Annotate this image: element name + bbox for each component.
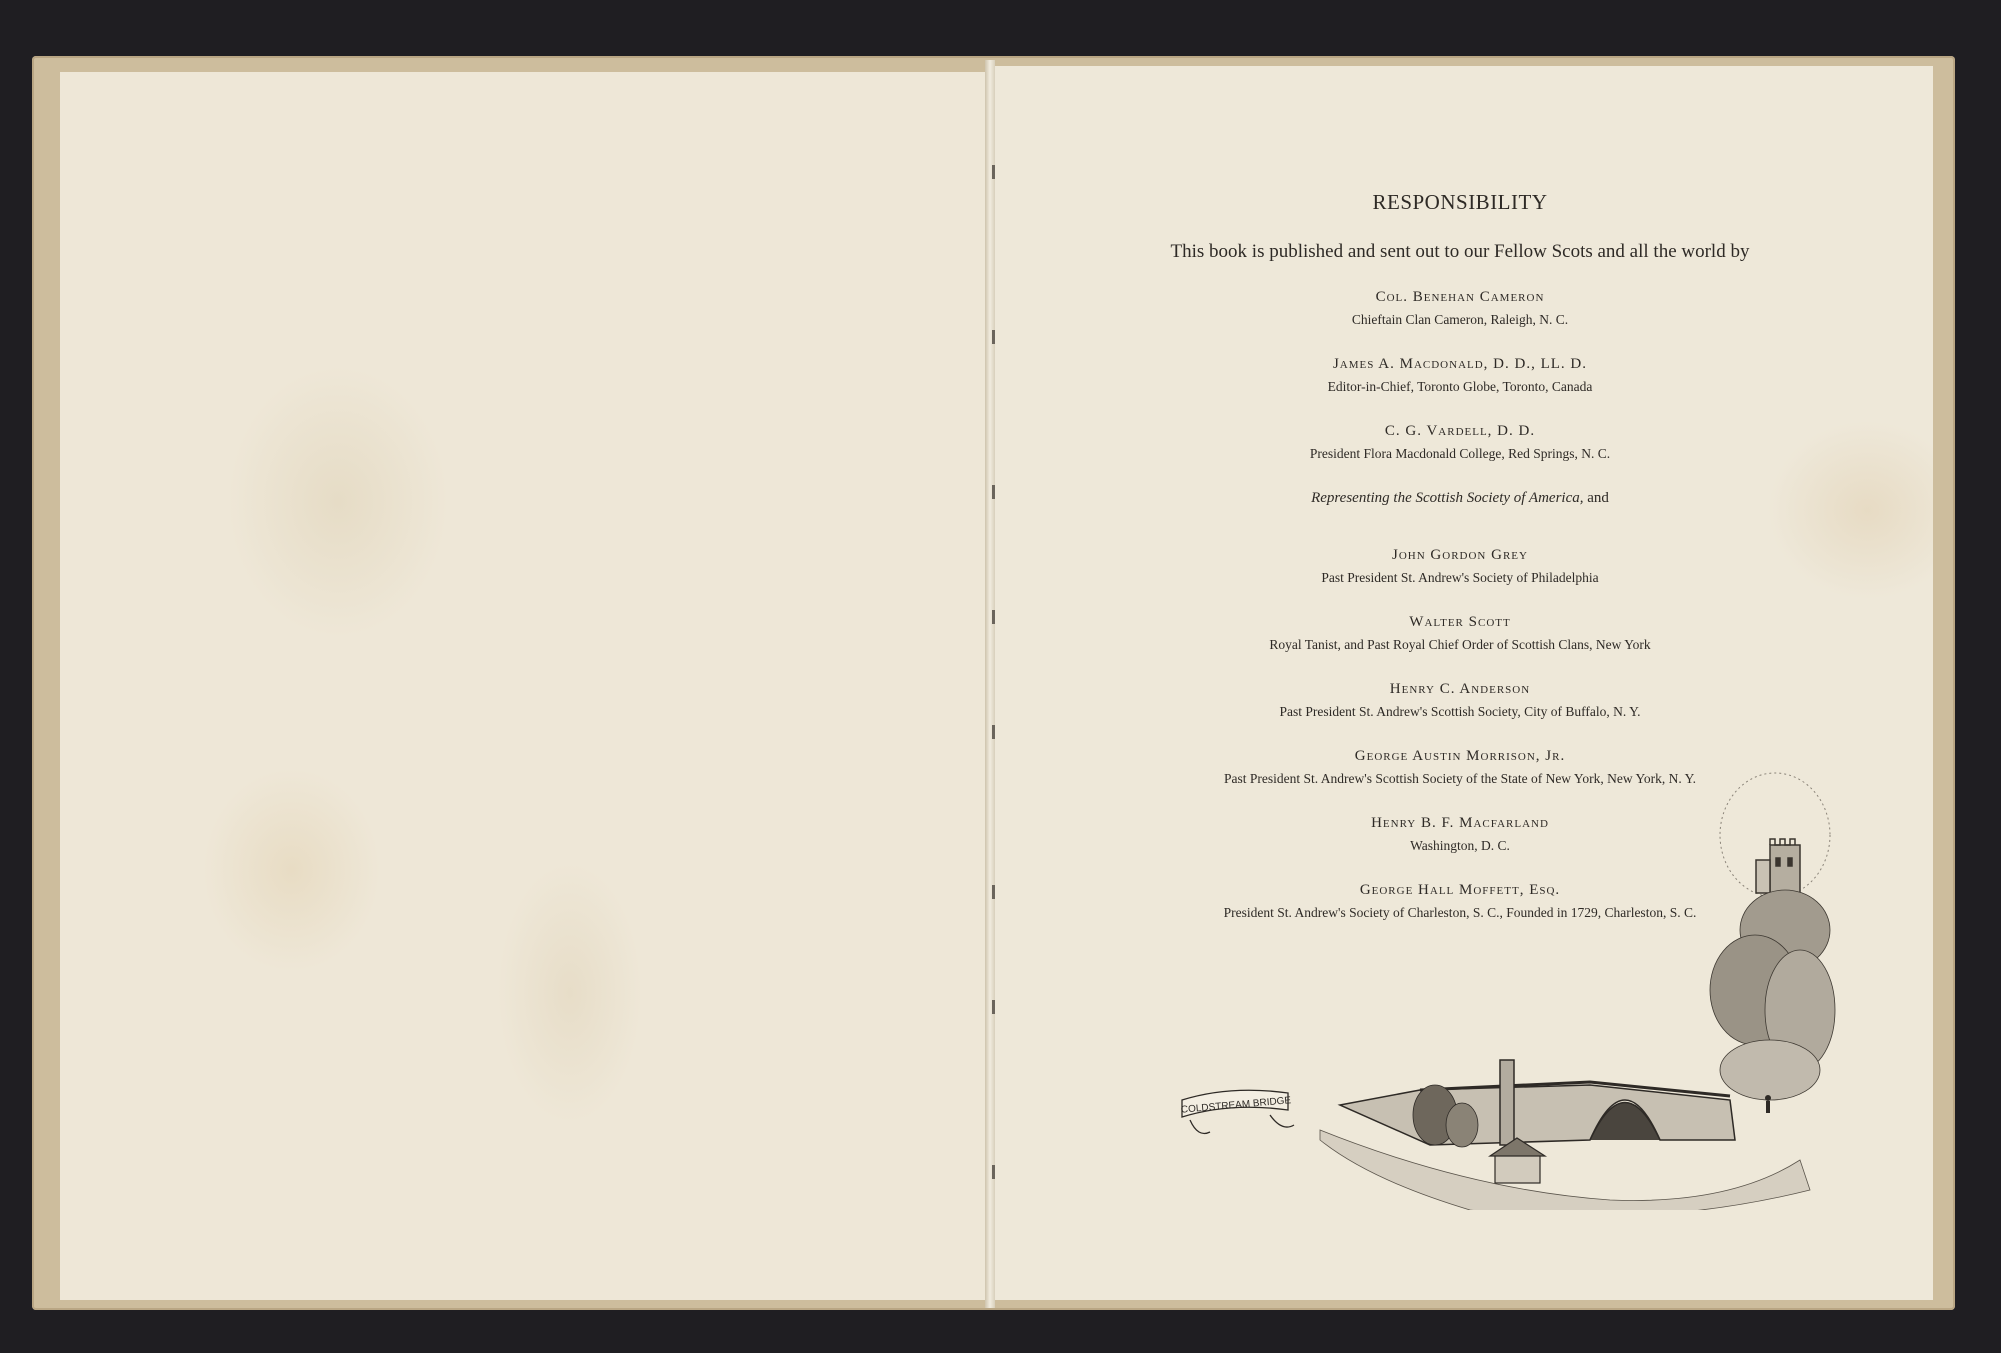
left-page-blank bbox=[60, 72, 987, 1300]
contributor-name: C. G. Vardell, D. D. bbox=[1384, 423, 1536, 439]
intro-text: This book is published and sent out to our Fellow Scots and all the world by bbox=[1170, 241, 1750, 262]
contributor-entry bbox=[1080, 289, 1840, 328]
castle-icon bbox=[1756, 839, 1800, 893]
contributor-entry bbox=[1080, 614, 1840, 653]
figure-icon bbox=[1765, 1095, 1771, 1113]
cottage-icon bbox=[1490, 1138, 1545, 1183]
contributor-title: Washington, D. C. bbox=[1410, 838, 1510, 853]
binding-stitch bbox=[992, 1000, 995, 1014]
binding-stitch bbox=[992, 165, 995, 179]
binding-stitch bbox=[992, 885, 995, 899]
contributor-name: George Hall Moffett, Esq. bbox=[1359, 882, 1561, 898]
contributor-name: John Gordon Grey bbox=[1392, 547, 1528, 563]
page-heading: RESPONSIBILITY bbox=[1372, 190, 1548, 214]
binding-stitch bbox=[992, 610, 995, 624]
binding-stitch bbox=[992, 1165, 995, 1179]
contributor-name: George Austin Morrison, Jr. bbox=[1354, 748, 1566, 764]
contributor-name: Henry B. F. Macfarland bbox=[1371, 815, 1549, 831]
binding-stitch bbox=[992, 485, 995, 499]
contributor-title: President Flora Macdonald College, Red Springs, N. C. bbox=[1309, 446, 1611, 461]
binding-stitch bbox=[992, 330, 995, 344]
book-gutter bbox=[985, 60, 995, 1308]
contributor-title: Past President St. Andrew's Scottish Society of the State of New York, New York, N. Y. bbox=[1224, 771, 1696, 786]
contributor-title: Royal Tanist, and Past Royal Chief Order of Scottish Clans, New York bbox=[1269, 637, 1651, 652]
entries-group-1 bbox=[1080, 289, 1840, 462]
representing-italic: Representing the Scottish Society of America, bbox=[1311, 490, 1584, 506]
contributor-entry bbox=[1080, 547, 1840, 586]
contributor-entry bbox=[1080, 423, 1840, 462]
contributor-name: James A. Macdonald, D. D., LL. D. bbox=[1332, 356, 1588, 372]
riverbank bbox=[1320, 1130, 1810, 1210]
binding-stitch bbox=[992, 725, 995, 739]
representing-tail: and bbox=[1583, 490, 1609, 506]
banner-label: COLDSTREAM BRIDGE bbox=[1180, 1095, 1292, 1116]
representing-line bbox=[1080, 490, 1840, 507]
contributor-entry bbox=[1080, 681, 1840, 720]
contributor-title: Editor-in-Chief, Toronto Globe, Toronto, Canada bbox=[1327, 379, 1593, 394]
contributor-title: Chieftain Clan Cameron, Raleigh, N. C. bbox=[1351, 312, 1569, 327]
bridge-icon bbox=[1340, 1060, 1735, 1145]
contributor-name: Col. Benehan Cameron bbox=[1375, 289, 1545, 305]
title-banner bbox=[1180, 1090, 1294, 1133]
contributor-name: Walter Scott bbox=[1409, 614, 1511, 630]
contributor-entry bbox=[1080, 356, 1840, 395]
contributor-title: Past President St. Andrew's Scottish Society, City of Buffalo, N. Y. bbox=[1279, 704, 1641, 719]
trees-right bbox=[1710, 890, 1835, 1100]
contributor-title: Past President St. Andrew's Society of Philadelphia bbox=[1321, 570, 1599, 585]
contributor-title: President St. Andrew's Society of Charleston, S. C., Founded in 1729, Charleston, S. C. bbox=[1223, 905, 1697, 920]
coldstream-bridge-engraving bbox=[1170, 760, 1860, 1210]
contributor-name: Henry C. Anderson bbox=[1389, 681, 1531, 697]
